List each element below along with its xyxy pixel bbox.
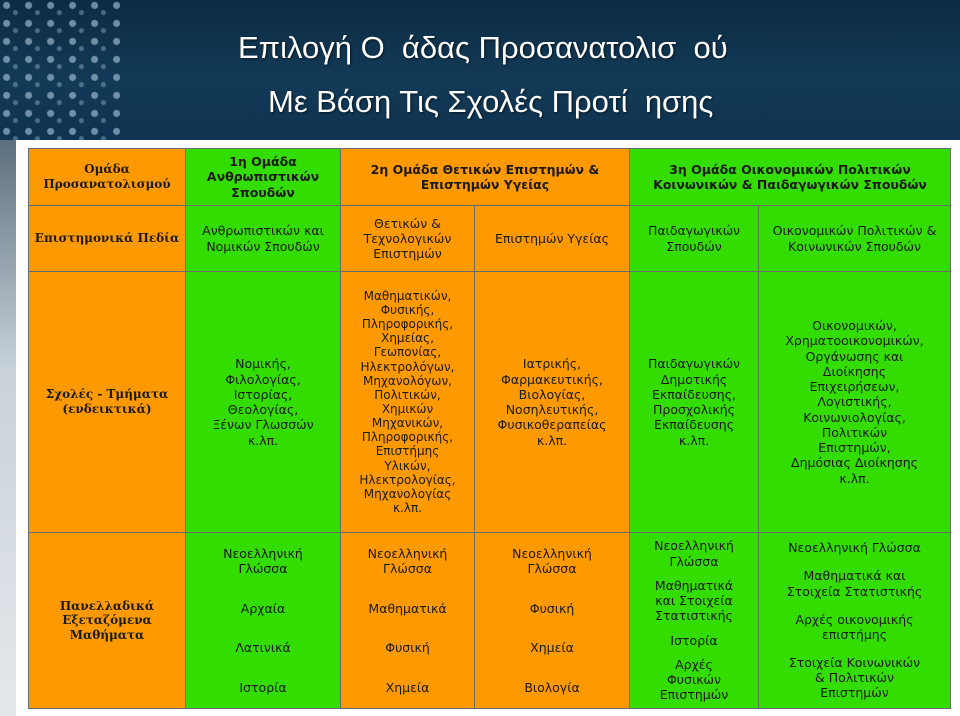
field-cell-4: Παιδαγωγικών Σπουδών	[630, 206, 759, 272]
exam-subject: Στοιχεία Κοινωνικών & Πολιτικών Επιστημών	[788, 654, 921, 701]
schools-cell-4: Παιδαγωγικών Δημοτικής Εκπαίδευσης, Προσχολικής Εκπαίδευσης κ.λπ.	[630, 272, 759, 533]
decorative-left-band	[0, 140, 16, 716]
exam-subject: Ιστορία	[670, 632, 718, 648]
schools-cell-5: Οικονομικών, Χρηματοοικονομικών, Οργάνωσης και Διοίκησης Επιχειρήσεων, Λογιστικής, Κοινωνιολογίας, Πολιτικών Επιστημών, Δημόσιας Διοίκησης κ.λπ.	[759, 272, 951, 533]
exam-subject: Φυσική	[385, 640, 430, 656]
exams-cell-3	[475, 533, 630, 709]
exam-subject: Νεοελληνική Γλώσσα	[788, 540, 921, 556]
group-header-3: 3η Ομάδα Οικονομικών Πολιτικών Κοινωνικών & Παιδαγωγικών Σπουδών	[630, 149, 951, 206]
group-header-1: 1η Ομάδα Ανθρωπιστικών Σπουδών	[186, 149, 341, 206]
exam-subject: Νεοελληνική Γλώσσα	[654, 538, 734, 569]
row-label-fields: Επιστημονικά Πεδία	[29, 206, 186, 272]
field-cell-2: Θετικών & Τεχνολογικών Επιστημών	[341, 206, 475, 272]
field-cell-5: Οικονομικών Πολιτικών & Κοινωνικών Σπουδών	[759, 206, 951, 272]
exam-subject: Λατινικά	[235, 640, 291, 656]
exams-cell-1	[186, 533, 341, 709]
exams-cell-4	[630, 533, 759, 709]
exams-cell-2	[341, 533, 475, 709]
exam-subject: Αρχές Φυσικών Επιστημών	[659, 656, 729, 703]
exam-subject: Αρχαία	[240, 600, 286, 616]
row-label-schools: Σχολές - Τμήματα (ενδεικτικά)	[29, 272, 186, 533]
exam-subject: Αρχές οικονομικής επιστήμης	[795, 611, 914, 642]
exam-subject: Βιολογία	[524, 679, 580, 695]
exam-subject: Μαθηματικά και Στοιχεία Στατιστικής	[786, 568, 923, 599]
dna-graphic	[0, 0, 120, 140]
exams-cell-5	[759, 533, 951, 709]
exam-subject: Νεοελληνική Γλώσσα	[223, 546, 303, 577]
exam-subject: Μαθηματικά	[368, 600, 447, 616]
field-cell-3: Επιστημών Υγείας	[475, 206, 630, 272]
schools-cell-3: Ιατρικής, Φαρμακευτικής, Βιολογίας, Νοσηλευτικής, Φυσικοθεραπείας κ.λπ.	[475, 272, 630, 533]
row-label-exams: Πανελλαδικά Εξεταζόμενα Μαθήματα	[29, 533, 186, 709]
exam-subject: Ιστορία	[239, 679, 287, 695]
schools-cell-1: Νομικής, Φιλολογίας, Ιστορίας, Θεολογίας, Ξένων Γλωσσών κ.λπ.	[186, 272, 341, 533]
exam-subject: Χημεία	[530, 640, 574, 656]
schools-cell-2: Μαθηματικών, Φυσικής, Πληροφορικής, Χημείας, Γεωπονίας, Ηλεκτρολόγων, Μηχανολόγων, Πολιτικών, Χημικών Μηχανικών, Πληροφορικής, Επιστήμης Υλικών, Ηλεκτρολογίας, Μηχανολογίας κ.λπ.	[341, 272, 475, 533]
slide-title-line1: Επιλογή Ο άδας Προσανατολισ ού	[238, 30, 728, 65]
orientation-groups-table	[28, 148, 951, 709]
exam-subject: Νεοελληνική Γλώσσα	[367, 546, 448, 577]
exam-subject: Μαθηματικά και Στοιχεία Στατιστικής	[654, 577, 734, 624]
exam-subject: Φυσική	[529, 600, 575, 616]
exam-subject: Νεοελληνική Γλώσσα	[512, 546, 592, 577]
row-label-group: Ομάδα Προσανατολισμού	[29, 149, 186, 206]
slide-title-line2: Με Βάση Τις Σχολές Προτί ησης	[268, 84, 714, 119]
group-header-2: 2η Ομάδα Θετικών Επιστημών & Επιστημών Υγείας	[341, 149, 630, 206]
field-cell-1: Ανθρωπιστικών και Νομικών Σπουδών	[186, 206, 341, 272]
exam-subject: Χημεία	[385, 679, 430, 695]
